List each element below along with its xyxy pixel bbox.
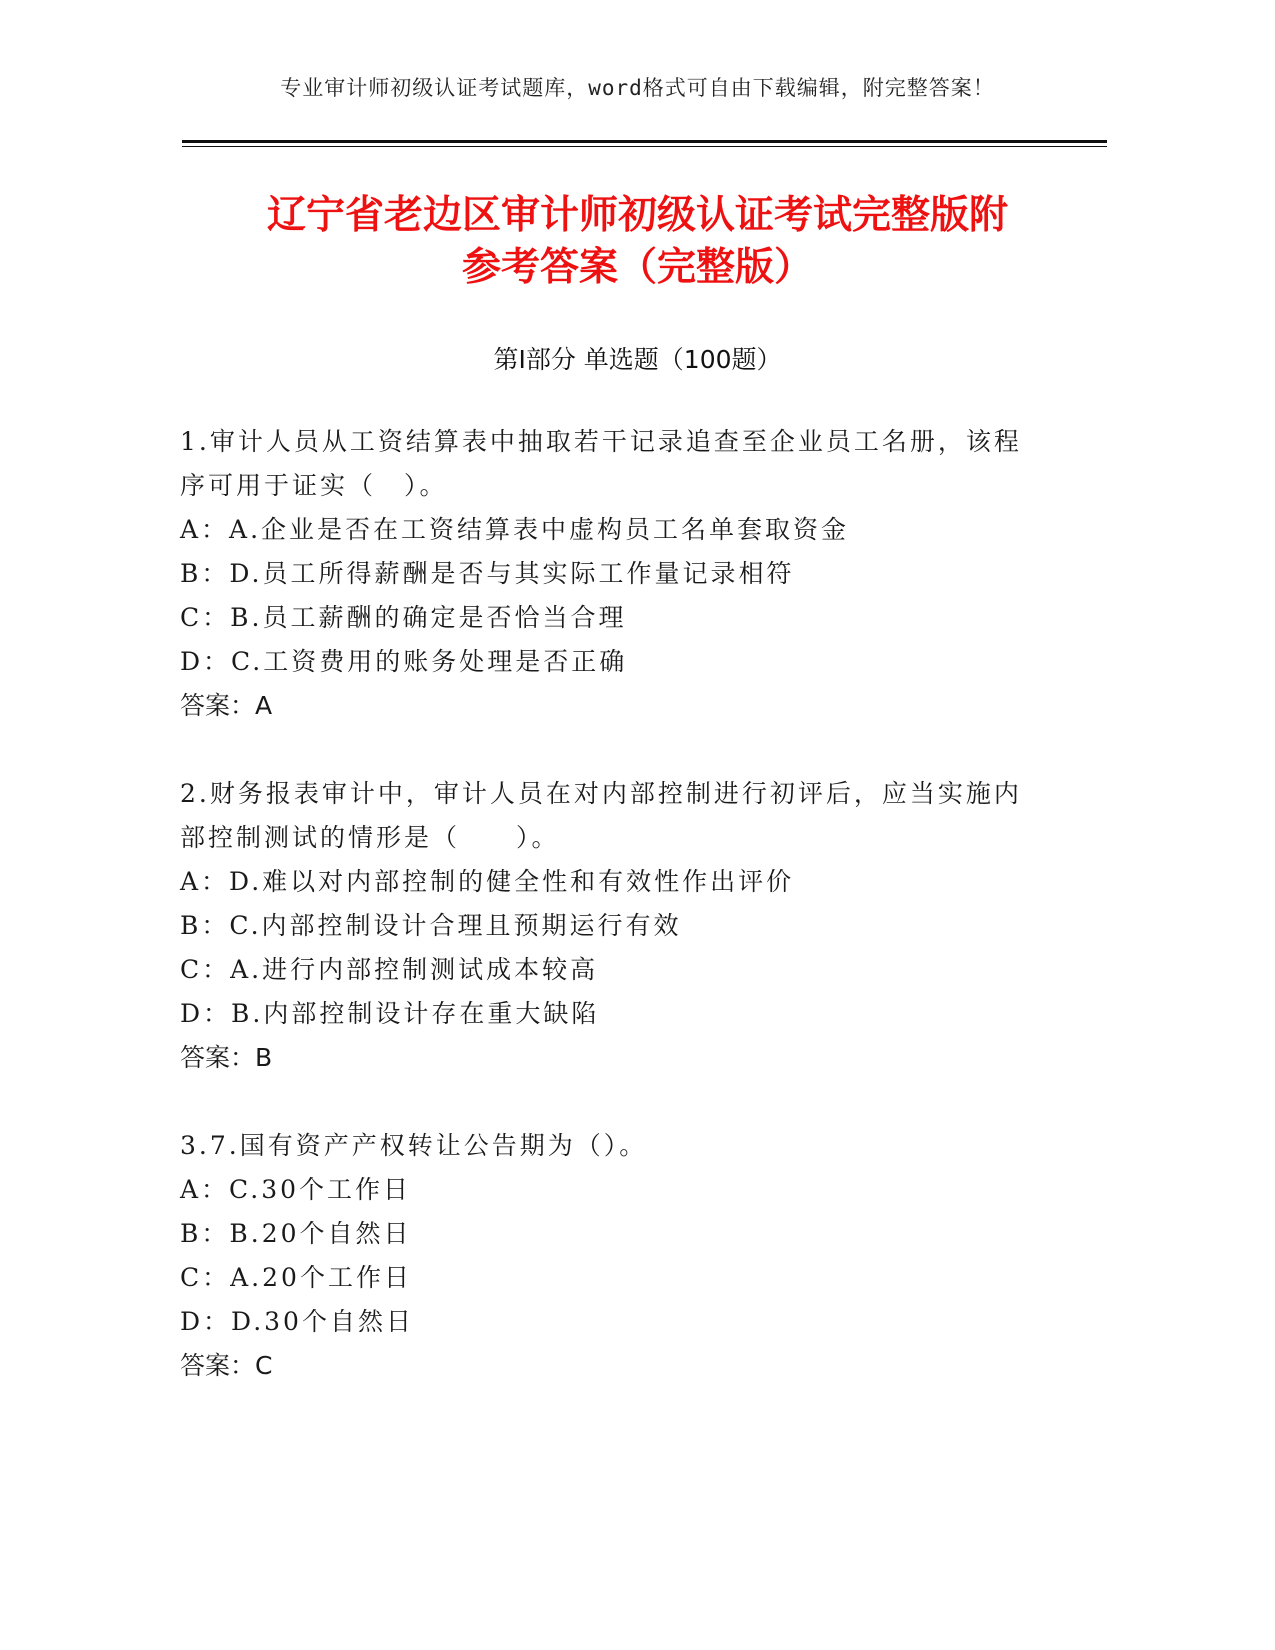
question-stem-line2: 部控制测试的情形是（ ）。 — [180, 823, 560, 852]
question-1 — [180, 420, 1030, 728]
header-note: 专业审计师初级认证考试题库，word格式可自由下载编辑，附完整答案！ — [280, 76, 995, 100]
header-rule-thick — [182, 140, 1107, 143]
question-stem-line1: 2.财务报表审计中，审计人员在对内部控制进行初评后，应当实施内 — [180, 779, 1022, 808]
option-d: D：C.工资费用的账务处理是否正确 — [180, 647, 628, 676]
section-title: 第I部分 单选题（100题） — [493, 345, 782, 374]
answer: 答案：B — [180, 1043, 273, 1072]
document-title — [140, 190, 1135, 294]
answer: 答案：C — [180, 1351, 273, 1380]
option-a: A：D.难以对内部控制的健全性和有效性作出评价 — [180, 867, 795, 896]
question-stem-line2: 序可用于证实（ ）。 — [180, 471, 448, 500]
option-b: B：D.员工所得薪酬是否与其实际工作量记录相符 — [180, 559, 795, 588]
question-stem-line1: 1.审计人员从工资结算表中抽取若干记录追查至企业员工名册，该程 — [180, 427, 1022, 456]
option-c: C：A.20个工作日 — [180, 1263, 412, 1292]
option-a: A：C.30个工作日 — [180, 1175, 412, 1204]
option-d: D：D.30个自然日 — [180, 1307, 414, 1336]
question-list — [180, 420, 1030, 1432]
question-stem — [180, 1124, 1030, 1168]
question-stem — [180, 420, 1030, 508]
document-title-line2: 参考答案（完整版） — [461, 245, 813, 290]
question-stem-line1: 3.7.国有资产产权转让公告期为（）。 — [180, 1131, 648, 1160]
question-stem — [180, 772, 1030, 860]
document-title-line1: 辽宁省老边区审计师初级认证考试完整版附 — [266, 193, 1008, 238]
answer: 答案：A — [180, 691, 273, 720]
option-a: A：A.企业是否在工资结算表中虚构员工名单套取资金 — [180, 515, 850, 544]
question-2 — [180, 772, 1030, 1080]
header-rule-thin — [182, 146, 1107, 147]
option-b: B：C.内部控制设计合理且预期运行有效 — [180, 911, 682, 940]
option-c: C：A.进行内部控制测试成本较高 — [180, 955, 599, 984]
question-3 — [180, 1124, 1030, 1388]
option-d: D：B.内部控制设计存在重大缺陷 — [180, 999, 600, 1028]
option-c: C：B.员工薪酬的确定是否恰当合理 — [180, 603, 627, 632]
option-b: B：B.20个自然日 — [180, 1219, 412, 1248]
